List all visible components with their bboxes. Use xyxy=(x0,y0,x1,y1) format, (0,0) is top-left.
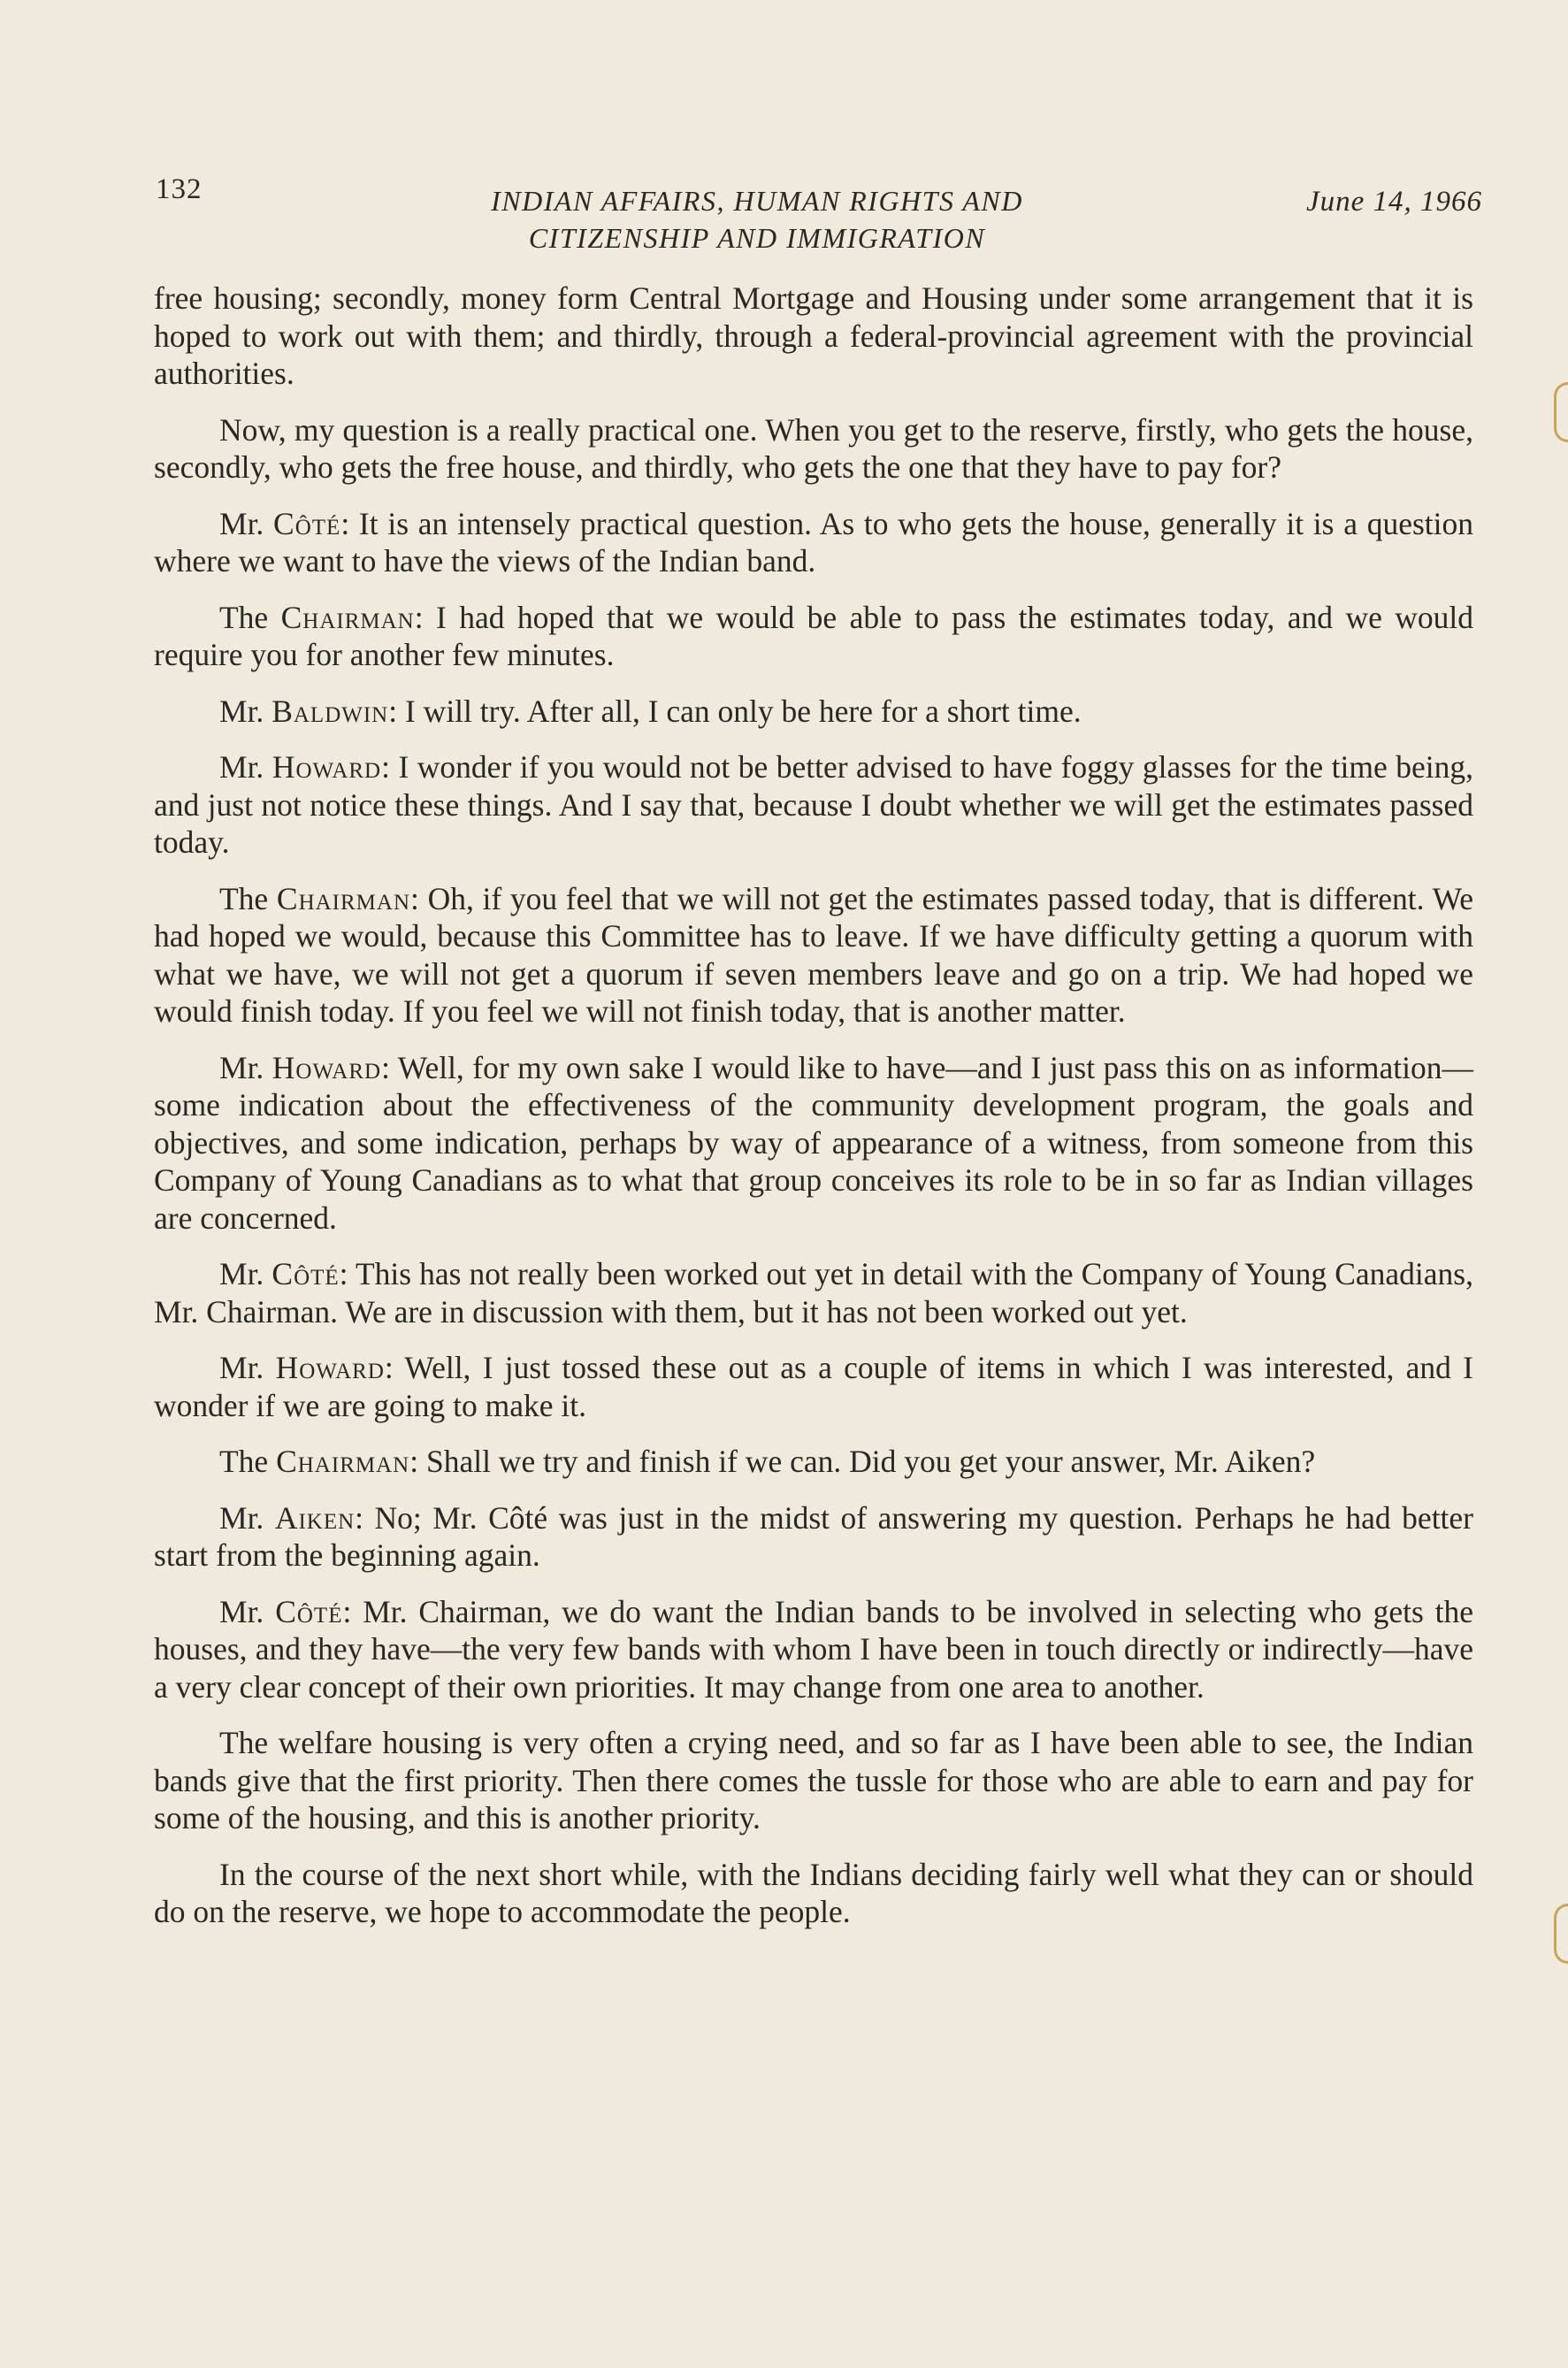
paragraph-text: In the course of the next short while, with the Indians deciding fairly well what they can or should do on the reserve, we hope to accommodate the people. xyxy=(154,1856,1473,1929)
speaker-name: Chairman xyxy=(276,1444,410,1479)
speaker-paragraph: The Chairman: Oh, if you feel that we will not get the estimates passed today, that is different. We had hoped we would, because this Committee has to leave. If we have difficulty getting a quorum with what we have, we will not get a quorum if seven members leave and go on a trip. We had hoped we would finish today. If you feel we will not finish today, that is another matter. xyxy=(154,880,1474,1029)
speaker-name: Côté xyxy=(275,1593,343,1629)
speaker-prefix: Mr. xyxy=(219,1350,264,1385)
running-title xyxy=(421,182,1093,257)
transcript-body xyxy=(154,280,1473,1950)
paragraph xyxy=(154,1724,1473,1837)
paragraph-text: The welfare housing is very often a crying need, and so far as I have been able to see, the Indian bands give that the first priority. Then there comes the tussle for those who are able to earn and pay for some of the housing, and this is another priority. xyxy=(154,1725,1473,1835)
paragraph-text: Mr. Chairman, we do want the Indian bands to be involved in selecting who gets the houses, and they have—the very few bands with whom I have been in touch directly or indirectly—have a very clear concept of their own priorities. It may change from one area to another. xyxy=(154,1593,1473,1705)
speaker-prefix: The xyxy=(219,599,269,635)
margin-binding-mark-icon xyxy=(1554,382,1568,442)
paragraph-text: I wonder if you would not be better advised to have foggy glasses for the time being, and just not notice these things. And I say that, because I doubt whether we will get the estimates passed today. xyxy=(154,749,1474,860)
speaker-name: Howard xyxy=(272,1049,382,1085)
speaker-paragraph: Mr. Baldwin: I will try. After all, I can only be here for a short time. xyxy=(219,693,1082,729)
speaker-prefix: Mr. xyxy=(219,505,264,541)
paragraph-text: I had hoped that we would be able to pass the estimates today, and we would require you for another few minutes. xyxy=(154,599,1474,672)
speaker-prefix: The xyxy=(219,880,269,916)
page-number: 132 xyxy=(156,173,203,205)
speaker-prefix: Mr. xyxy=(219,1499,264,1536)
speaker-name: Chairman xyxy=(276,880,411,916)
speaker-paragraph: The Chairman: Shall we try and finish if we can. Did you get your answer, Mr. Aiken? xyxy=(219,1444,1316,1479)
paragraph-text: Oh, if you feel that we will not get the estimates passed today, that is different. We had hoped we would, because this Committee has to leave. If we have difficulty getting a quorum with what we have, we will not get a quorum if seven members leave and go on a trip. We had hoped we would finish today. If you feel we will not finish today, that is another matter. xyxy=(154,880,1474,1029)
speaker-name: Côté xyxy=(272,1256,340,1291)
speaker-name: Baldwin xyxy=(272,693,389,729)
paragraph-text: This has not really been worked out yet in detail with the Company of Young Canadians, Mr. Chairman. We are in discussion with them, but it has not been worked out yet. xyxy=(154,1256,1473,1330)
speaker-name: Aiken xyxy=(274,1499,356,1536)
speaker-paragraph: Mr. Aiken: No; Mr. Côté was just in the midst of answering my question. Perhaps he had better start from the beginning again. xyxy=(154,1499,1473,1573)
running-title-line-2: CITIZENSHIP AND IMMIGRATION xyxy=(528,222,986,254)
header-date: June 14, 1966 xyxy=(1305,186,1482,218)
speaker-name: Howard xyxy=(275,1350,385,1385)
paragraph-text: Shall we try and finish if we can. Did you get your answer, Mr. Aiken? xyxy=(425,1444,1316,1479)
paragraph xyxy=(154,1856,1473,1931)
paragraph-text: Well, for my own sake I would like to have—and I just pass this on as information—some indication about the effectiveness of the community development program, the goals and objectives, and some indication, perhaps by way of appearance of a witness, from someone from this Company of Young Canadians as to what that group conceives its role to be in so far as Indian villages are concerned. xyxy=(154,1049,1473,1236)
speaker-paragraph: Mr. Howard: Well, I just tossed these out as a couple of items in which I was interested, and I wonder if we are going to make it. xyxy=(154,1350,1473,1423)
paragraph-text: No; Mr. Côté was just in the midst of answering my question. Perhaps he had better start from the beginning again. xyxy=(154,1499,1473,1573)
paragraph-text: Now, my question is a really practical one. When you get to the reserve, firstly, who gets the house, secondly, who gets the free house, and thirdly, who gets the one that they have to pay for? xyxy=(154,411,1473,485)
speaker-prefix: Mr. xyxy=(219,749,264,785)
paragraph-text: Well, I just tossed these out as a couple of items in which I was interested, and I wonder if we are going to make it. xyxy=(154,1350,1473,1423)
paragraph-text: I will try. After all, I can only be here for a short time. xyxy=(404,693,1082,729)
speaker-name: Côté xyxy=(273,505,341,541)
speaker-paragraph: Mr. Howard: Well, for my own sake I would like to have—and I just pass this on as information—some indication about the effectiveness of the community development program, the goals and objectives, and some indication, perhaps by way of appearance of a witness, from someone from this Company of Young Canadians as to what that group conceives its role to be in so far as Indian villages are concerned. xyxy=(154,1049,1473,1236)
speaker-prefix: Mr. xyxy=(219,1256,264,1291)
speaker-prefix: The xyxy=(219,1444,269,1479)
speaker-name: Chairman xyxy=(280,599,415,635)
speaker-name: Howard xyxy=(272,749,382,785)
speaker-paragraph: Mr. Côté: It is an intensely practical question. As to who gets the house, generally it is a question where we want to have the views of the Indian band. xyxy=(154,505,1473,579)
speaker-prefix: Mr. xyxy=(219,1049,264,1085)
speaker-paragraph: Mr. Côté: This has not really been worked out yet in detail with the Company of Young Canadians, Mr. Chairman. We are in discussion with them, but it has not been worked out yet. xyxy=(154,1256,1473,1330)
paragraph xyxy=(154,411,1473,487)
speaker-prefix: Mr. xyxy=(219,693,264,729)
running-title-line-1: INDIAN AFFAIRS, HUMAN RIGHTS AND xyxy=(491,185,1023,217)
paragraph-text: free housing; secondly, money form Central Mortgage and Housing under some arrangement that it is hoped to work out with them; and thirdly, through a federal-provincial agreement with the provincial authorities. xyxy=(154,280,1473,391)
speaker-prefix: Mr. xyxy=(219,1593,264,1629)
paragraph-text: It is an intensely practical question. As to who gets the house, generally it is a question where we want to have the views of the Indian band. xyxy=(154,505,1473,579)
speaker-paragraph: Mr. Côté: Mr. Chairman, we do want the Indian bands to be involved in selecting who gets the houses, and they have—the very few bands with whom I have been in touch directly or indirectly—have a very clear concept of their own priorities. It may change from one area to another. xyxy=(154,1593,1473,1705)
margin-binding-mark-icon xyxy=(1554,1904,1568,1964)
speaker-paragraph: The Chairman: I had hoped that we would be able to pass the estimates today, and we would require you for another few minutes. xyxy=(154,599,1474,672)
page-header xyxy=(156,173,1482,262)
speaker-paragraph: Mr. Howard: I wonder if you would not be better advised to have foggy glasses for the time being, and just not notice these things. And I say that, because I doubt whether we will get the estimates passed today. xyxy=(154,749,1474,860)
paragraph xyxy=(154,280,1473,393)
